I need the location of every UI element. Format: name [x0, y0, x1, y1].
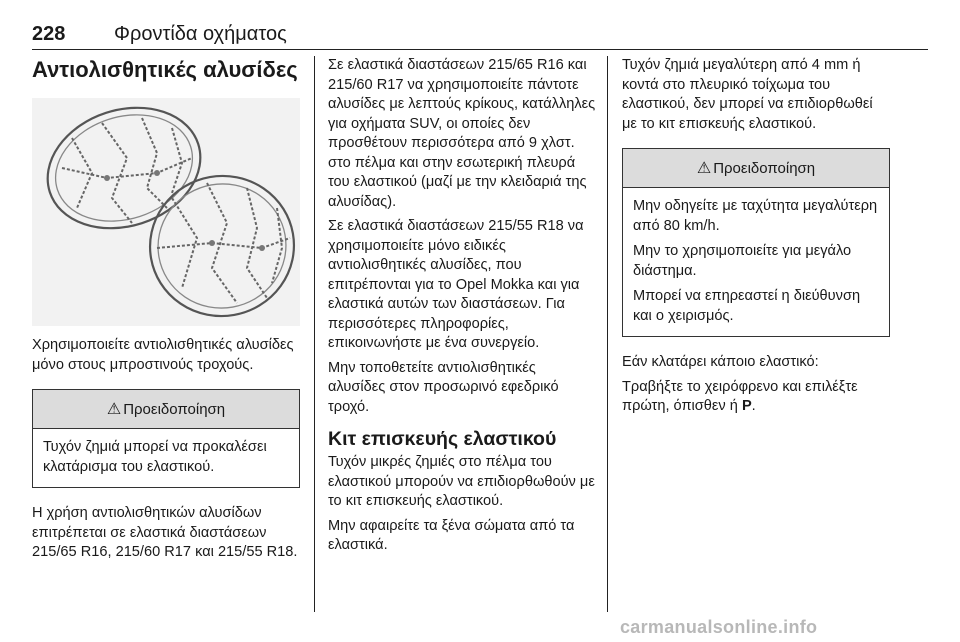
- warning-text: Μην οδηγείτε με ταχύτητα μεγαλύτερη από 80 km/h.: [633, 198, 878, 234]
- section-title: Αντιολισθητικές αλυσίδες: [32, 57, 298, 82]
- page-header: [32, 23, 928, 49]
- warning-box: [622, 148, 890, 337]
- warning-triangle-icon: ⚠: [696, 160, 712, 177]
- paragraph: Τυχόν ζημιά μεγαλύτερη από 4 mm ή κοντά στο πλευρικό τοίχωμα του ελαστικού, δεν μπορεί να επιδιορθωθεί με το κιτ επισκευής ελαστικού.: [622, 57, 873, 132]
- snow-chains-illustration: [32, 98, 300, 326]
- warning-label: Προειδοποίηση: [123, 400, 226, 418]
- warning-text: Μην το χρησιμοποιείτε για μεγάλο διάστημα.: [633, 243, 852, 279]
- subsection-title: Κιτ επισκευής ελαστικού: [328, 428, 557, 450]
- paragraph: Σε ελαστικά διαστάσεων 215/55 R18 να χρησιμοποιείτε μόνο ειδικές αντιολισθητικές αλυσίδες, που επιτρέπονται για το Opel Mokka και για ελαστικά αυτών των διαστάσεων. Για περισσότερες πληροφορίες, επικοινωνήστε με ένα συνεργείο.: [328, 218, 584, 351]
- page-number: 228: [32, 23, 66, 45]
- warning-triangle-icon: ⚠: [106, 401, 122, 418]
- warning-header: [623, 149, 889, 188]
- warning-label: Προειδοποίηση: [713, 159, 816, 177]
- paragraph: Η χρήση αντιολισθητικών αλυσίδων επιτρέπεται σε ελαστικά διαστάσεων 215/65 R16, 215/60 R17 και 215/55 R18.: [32, 505, 298, 560]
- paragraph-text: Τραβήξτε το χειρόφρενο και επιλέξτε πρώτη, όπισθεν ή: [622, 378, 858, 414]
- warning-header: [33, 390, 299, 429]
- warning-box: [32, 389, 300, 488]
- watermark: carmanualsonline.info: [620, 617, 818, 637]
- paragraph: [622, 378, 890, 417]
- paragraph-end: .: [751, 398, 756, 414]
- column-2: [328, 56, 596, 612]
- paragraph: Μην τοποθετείτε αντιολισθητικές αλυσίδες στον προσωρινό εφεδρικό τροχό.: [328, 359, 559, 415]
- column-divider: [607, 56, 608, 612]
- paragraph: Μην αφαιρείτε τα ξένα σώματα από τα ελαστικά.: [328, 517, 575, 553]
- gear-p-label: P: [741, 398, 752, 414]
- column-divider: [314, 56, 315, 612]
- paragraph: Χρησιμοποιείτε αντιολισθητικές αλυσίδες μόνο στους μπροστινούς τροχούς.: [32, 337, 294, 373]
- paragraph: Τυχόν μικρές ζημιές στο πέλμα του ελαστικού μπορούν να επιδιορθωθούν με το κιτ επισκευής ελαστικού.: [328, 454, 595, 509]
- paragraph: Εάν κλατάρει κάποιο ελαστικό:: [622, 354, 819, 370]
- column-3: [622, 56, 890, 612]
- paragraph: Σε ελαστικά διαστάσεων 215/65 R16 και 215/60 R17 να χρησιμοποιείτε πάντοτε αλυσίδες με λεπτούς κρίκους, κατάλληλες για οχήματα SUV, οι οποίες δεν προσθέτουν περισσότερα από 9 χλστ. στο πέλμα και στην εσωτερική πλευρά του ελαστικού (μαζί με την κλειδαριά της αλυσίδας).: [328, 57, 596, 210]
- warning-text: Τυχόν ζημιά μπορεί να προκαλέσει κλατάρισμα του ελαστικού.: [43, 439, 267, 475]
- chapter-title: Φροντίδα οχήματος: [114, 23, 287, 45]
- warning-text: Μπορεί να επηρεαστεί η διεύθυνση και ο χειρισμός.: [633, 288, 861, 324]
- column-1: [32, 56, 300, 612]
- header-divider: [32, 49, 928, 50]
